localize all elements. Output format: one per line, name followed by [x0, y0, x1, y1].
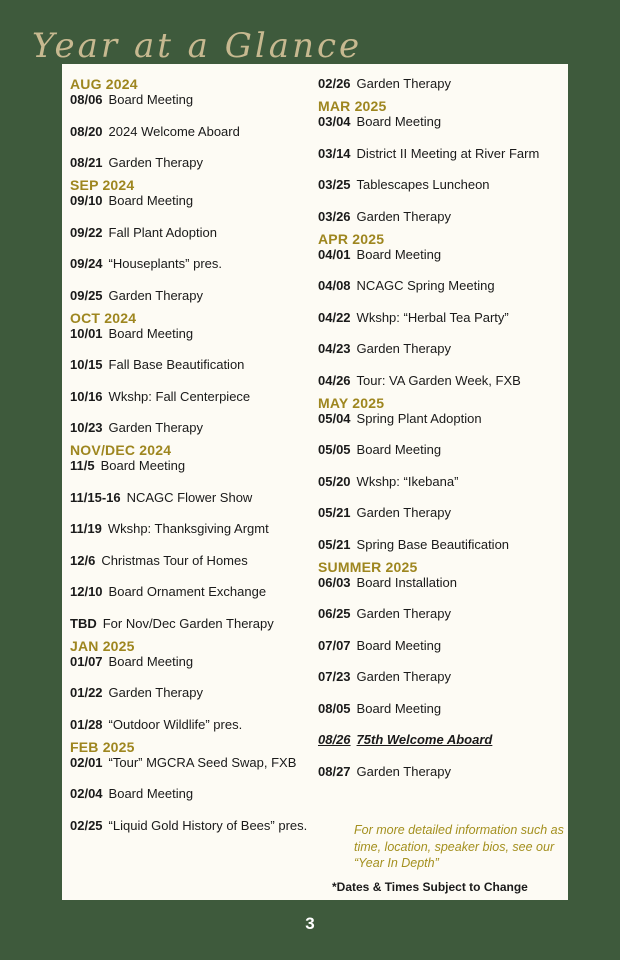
event-title: For Nov/Dec Garden Therapy	[102, 615, 274, 631]
event-row	[318, 310, 509, 325]
event-title: 75th Welcome Aboard	[356, 732, 493, 747]
month-heading: MAR 2025	[318, 98, 387, 114]
month-heading: OCT 2024	[70, 309, 137, 326]
event-row	[70, 420, 203, 435]
event-date: 01/07	[70, 653, 103, 669]
event-row	[70, 124, 240, 139]
event-row	[70, 288, 203, 303]
event-row	[70, 490, 252, 505]
event-row	[70, 685, 203, 700]
event-date: 08/27	[318, 763, 351, 779]
change-notice: *Dates & Times Subject to Change	[332, 880, 528, 894]
event-title: Garden Therapy	[108, 685, 203, 700]
month-heading: JAN 2025	[70, 637, 135, 654]
event-title: Garden Therapy	[356, 606, 451, 621]
event-title: Board Meeting	[108, 325, 194, 341]
event-date: 05/21	[318, 505, 351, 520]
event-date: 08/21	[70, 155, 103, 170]
event-title: Garden Therapy	[356, 208, 451, 224]
event-date: 11/15-16	[70, 489, 121, 505]
event-date: 02/25	[70, 817, 103, 833]
event-date: 10/16	[70, 388, 103, 404]
event-title: Board Meeting	[108, 193, 194, 208]
event-title: “Houseplants” pres.	[108, 256, 222, 271]
event-title: Wkshp: “Herbal Tea Party”	[356, 309, 509, 325]
event-row	[318, 442, 441, 457]
event-date: 12/10	[70, 584, 103, 599]
event-title: Wkshp: Thanksgiving Argmt	[107, 521, 269, 536]
event-row	[70, 225, 217, 240]
calendar-card	[62, 64, 568, 900]
event-title: Spring Plant Adoption	[356, 410, 482, 426]
event-title: Spring Base Beautification	[356, 536, 510, 552]
event-date: 03/04	[318, 114, 351, 129]
event-row	[318, 341, 451, 356]
event-title: Wkshp: Fall Centerpiece	[108, 388, 251, 404]
event-row	[318, 177, 490, 192]
event-title: “Outdoor Wildlife” pres.	[108, 716, 243, 732]
event-row	[318, 146, 539, 161]
event-date: 06/03	[318, 574, 351, 590]
page-number: 3	[305, 914, 315, 933]
month-heading: AUG 2024	[70, 76, 138, 92]
event-date: 05/05	[318, 442, 351, 457]
event-row	[70, 553, 248, 568]
event-row	[70, 616, 274, 631]
event-row	[318, 209, 451, 224]
event-title: Board Meeting	[356, 442, 442, 457]
event-row	[318, 278, 495, 293]
event-row	[70, 357, 244, 372]
page-title: Year at a Glance	[32, 26, 363, 66]
event-date: 09/25	[70, 287, 103, 303]
event-row	[70, 786, 193, 801]
event-date: 08/26	[318, 732, 351, 747]
event-title: “Tour” MGCRA Seed Swap, FXB	[108, 754, 297, 770]
event-row	[70, 256, 222, 271]
event-title: “Liquid Gold History of Bees” pres.	[108, 817, 308, 833]
event-title: Board Meeting	[356, 700, 442, 716]
event-date: 08/06	[70, 92, 103, 107]
event-date: 11/5	[70, 458, 95, 473]
event-title: Board Meeting	[100, 458, 186, 473]
event-title: Garden Therapy	[356, 505, 451, 520]
event-title: Garden Therapy	[356, 669, 451, 684]
event-row	[318, 701, 441, 716]
event-row	[318, 114, 441, 129]
event-title: Tour: VA Garden Week, FXB	[356, 372, 521, 388]
event-date: 10/23	[70, 420, 103, 435]
event-row	[70, 584, 266, 599]
event-date: 05/20	[318, 473, 351, 489]
event-title: Board Meeting	[108, 786, 194, 801]
event-title: Garden Therapy	[356, 341, 451, 356]
event-date: 04/08	[318, 278, 351, 293]
event-date: 04/23	[318, 341, 351, 356]
details-note: For more detailed information such as time, location, speaker bios, see our “Year In Depth”	[354, 823, 564, 870]
event-row	[70, 717, 242, 732]
event-title: Wkshp: “Ikebana”	[356, 473, 459, 489]
event-title: 2024 Welcome Aboard	[108, 123, 240, 139]
event-date: 08/05	[318, 700, 351, 716]
event-row	[318, 575, 457, 590]
event-title: Board Meeting	[356, 637, 442, 653]
event-row	[318, 247, 441, 262]
event-row	[318, 537, 509, 552]
event-row	[318, 474, 458, 489]
event-date: 01/22	[70, 685, 103, 700]
event-title: Board Meeting	[356, 114, 442, 129]
event-date: 09/24	[70, 256, 103, 271]
event-title: Fall Plant Adoption	[108, 224, 217, 240]
event-row	[70, 458, 185, 473]
event-row	[318, 669, 451, 684]
event-date: 05/04	[318, 410, 351, 426]
event-row	[70, 326, 193, 341]
event-date: 07/07	[318, 637, 351, 653]
event-date: 10/15	[70, 357, 103, 372]
event-title: Board Meeting	[108, 92, 194, 107]
event-row	[70, 389, 250, 404]
event-title: Board Meeting	[108, 653, 194, 669]
event-title: Garden Therapy	[108, 420, 203, 435]
event-row	[70, 193, 193, 208]
event-title: Fall Base Beautification	[108, 357, 245, 372]
event-row	[318, 505, 451, 520]
month-heading: SEP 2024	[70, 177, 135, 193]
event-title: Board Installation	[356, 574, 457, 590]
event-title: Garden Therapy	[356, 763, 451, 779]
event-date: 04/22	[318, 309, 351, 325]
event-title: Garden Therapy	[356, 76, 451, 91]
event-date: 09/22	[70, 224, 103, 240]
event-row	[318, 638, 441, 653]
event-title: NCAGC Flower Show	[126, 489, 253, 505]
month-heading: SUMMER 2025	[318, 558, 418, 575]
month-heading: NOV/DEC 2024	[70, 442, 172, 458]
event-date: 04/01	[318, 246, 351, 262]
event-row	[318, 373, 521, 388]
event-date: 03/26	[318, 208, 351, 224]
event-date: 02/26	[318, 76, 351, 91]
event-row	[318, 411, 482, 426]
event-date: 05/21	[318, 536, 351, 552]
event-date: TBD	[70, 615, 97, 631]
event-title: Tablescapes Luncheon	[356, 177, 490, 192]
event-row	[318, 732, 492, 747]
event-row	[70, 155, 203, 170]
event-date: 03/14	[318, 145, 351, 161]
month-heading: FEB 2025	[70, 738, 135, 755]
event-row	[70, 654, 193, 669]
event-date: 08/20	[70, 123, 103, 139]
event-title: Garden Therapy	[108, 155, 203, 170]
event-row	[70, 92, 193, 107]
event-title: Christmas Tour of Homes	[101, 552, 248, 568]
event-date: 10/01	[70, 325, 103, 341]
event-row	[318, 764, 451, 779]
event-title: District II Meeting at River Farm	[356, 145, 540, 161]
event-date: 07/23	[318, 669, 351, 684]
event-title: Board Meeting	[356, 246, 442, 262]
event-row	[318, 76, 451, 91]
event-date: 02/01	[70, 754, 103, 770]
event-date: 01/28	[70, 716, 103, 732]
event-date: 02/04	[70, 786, 103, 801]
event-title: Garden Therapy	[108, 287, 203, 303]
month-heading: MAY 2025	[318, 394, 385, 411]
event-row	[70, 818, 307, 833]
event-title: NCAGC Spring Meeting	[356, 278, 495, 293]
event-row	[318, 606, 451, 621]
event-date: 11/19	[70, 521, 102, 536]
event-row	[70, 521, 269, 536]
event-row	[70, 755, 296, 770]
event-date: 09/10	[70, 193, 103, 208]
event-date: 03/25	[318, 177, 351, 192]
event-date: 04/26	[318, 372, 351, 388]
event-title: Board Ornament Exchange	[108, 584, 267, 599]
month-heading: APR 2025	[318, 230, 385, 247]
event-date: 12/6	[70, 552, 96, 568]
event-date: 06/25	[318, 606, 351, 621]
